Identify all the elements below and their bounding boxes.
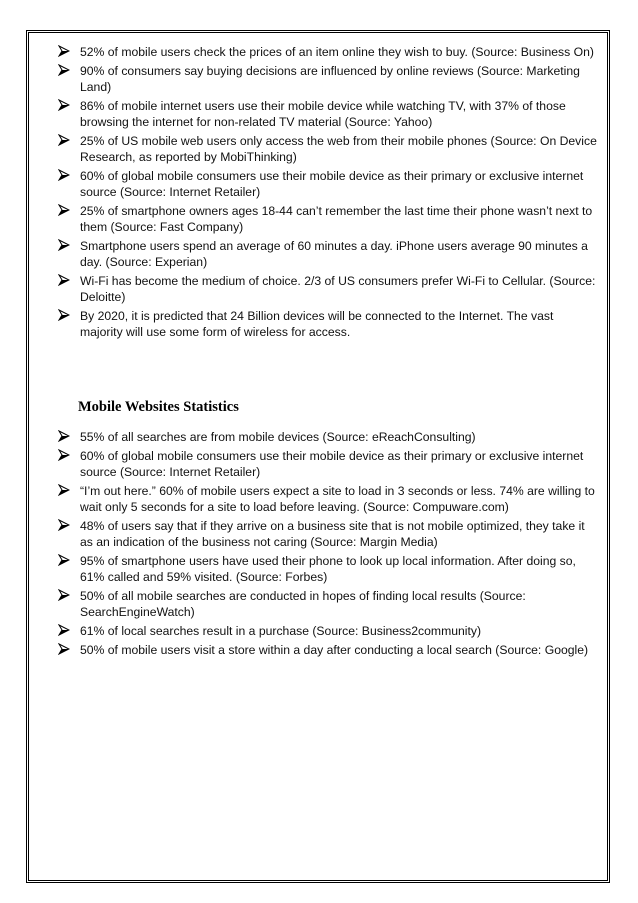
arrow-bullet-icon [58,239,70,251]
list-item-text: 50% of all mobile searches are conducted in hopes of finding local results (Source: SearchEngineWatch) [80,589,526,619]
list-item [58,98,598,130]
list-item [58,203,598,235]
list-item-text: Smartphone users spend an average of 60 minutes a day. iPhone users average 90 minutes a day. (Source: Experian) [80,239,588,269]
list-item-text: 86% of mobile internet users use their mobile device while watching TV, with 37% of those browsing the internet for non-related TV material (Source: Yahoo) [80,99,566,129]
list-item [58,642,598,658]
list-item [58,483,598,515]
arrow-bullet-icon [58,64,70,76]
list-item-text: 95% of smartphone users have used their phone to look up local information. After doing so, 61% called and 59% visited. (Source: Forbes) [80,554,576,584]
top-bullet-list [58,44,598,340]
list-item-text: 60% of global mobile consumers use their mobile device as their primary or exclusive internet source (Source: Internet Retailer) [80,449,584,479]
arrow-bullet-icon [58,589,70,601]
list-item-text: By 2020, it is predicted that 24 Billion devices will be connected to the Internet. The vast majority will use some form of wireless for access. [80,309,554,339]
section-spacer [58,343,598,399]
arrow-bullet-icon [58,484,70,496]
arrow-bullet-icon [58,643,70,655]
list-item [58,238,598,270]
list-item [58,623,598,639]
list-item-text: 52% of mobile users check the prices of an item online they wish to buy. (Source: Business On) [80,45,594,59]
list-item [58,273,598,305]
list-item-text: “I’m out here.” 60% of mobile users expect a site to load in 3 seconds or less. 74% are willing to wait only 5 seconds for a site to load before leaving. (Source: Compuware.com) [80,484,595,514]
list-item [58,168,598,200]
arrow-bullet-icon [58,134,70,146]
arrow-bullet-icon [58,430,70,442]
list-item-text: 60% of global mobile consumers use their mobile device as their primary or exclusive internet source (Source: Internet Retailer) [80,169,584,199]
document-content [58,44,598,661]
arrow-bullet-icon [58,624,70,636]
list-item [58,308,598,340]
arrow-bullet-icon [58,204,70,216]
list-item-text: 25% of smartphone owners ages 18-44 can’t remember the last time their phone wasn’t next to them (Source: Fast Company) [80,204,593,234]
arrow-bullet-icon [58,554,70,566]
arrow-bullet-icon [58,45,70,57]
list-item [58,448,598,480]
arrow-bullet-icon [58,99,70,111]
arrow-bullet-icon [58,519,70,531]
arrow-bullet-icon [58,449,70,461]
list-item-text: 50% of mobile users visit a store within a day after conducting a local search (Source: Google) [80,643,589,657]
list-item-text: 48% of users say that if they arrive on a business site that is not mobile optimized, they take it as an indication of the business not caring (Source: Margin Media) [80,519,585,549]
list-item [58,588,598,620]
list-item [58,553,598,585]
list-item-text: Wi-Fi has become the medium of choice. 2/3 of US consumers prefer Wi-Fi to Cellular. (Source: Deloitte) [80,274,596,304]
list-item-text: 90% of consumers say buying decisions are influenced by online reviews (Source: Marketing Land) [80,64,580,94]
arrow-bullet-icon [58,309,70,321]
list-item-text: 25% of US mobile web users only access the web from their mobile phones (Source: On Device Research, as reported by MobiThinking) [80,134,597,164]
section-title: Mobile Websites Statistics [78,399,239,415]
list-item [58,63,598,95]
list-item [58,44,598,60]
section-bullet-list [58,429,598,658]
list-item [58,518,598,550]
list-item-text: 55% of all searches are from mobile devices (Source: eReachConsulting) [80,430,476,444]
list-item-text: 61% of local searches result in a purchase (Source: Business2community) [80,624,482,638]
list-item [58,429,598,445]
arrow-bullet-icon [58,169,70,181]
arrow-bullet-icon [58,274,70,286]
list-item [58,133,598,165]
